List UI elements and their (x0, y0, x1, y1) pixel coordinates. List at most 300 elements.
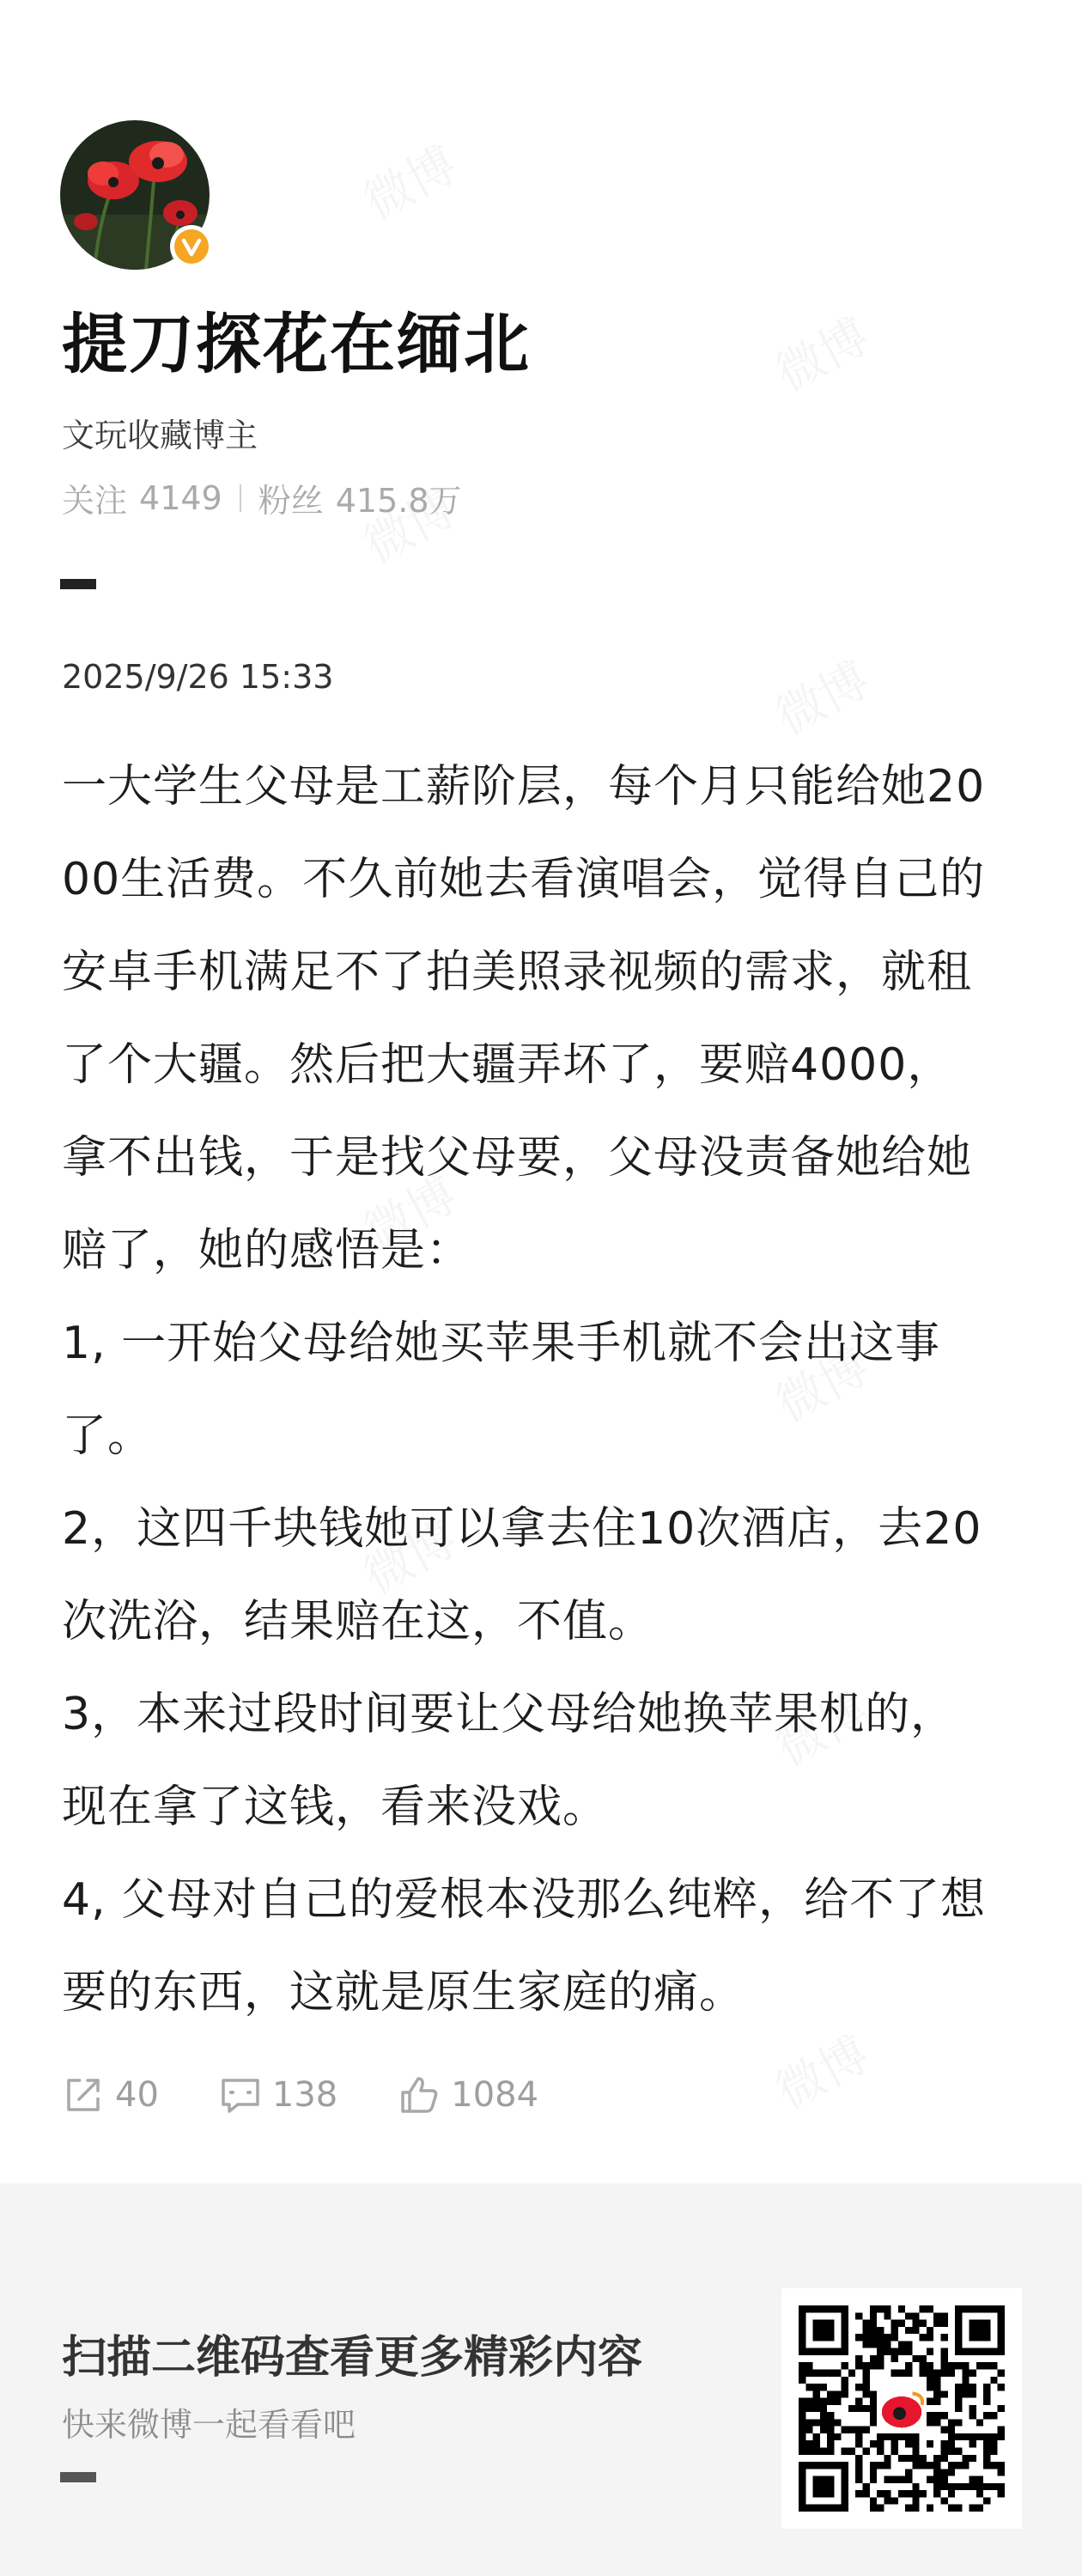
qr-module (884, 2462, 891, 2469)
qr-module (955, 2362, 962, 2369)
qr-module (983, 2398, 990, 2405)
qr-module (891, 2320, 898, 2327)
qr-module (799, 2412, 805, 2419)
qr-module (998, 2469, 1005, 2476)
qr-module (920, 2462, 927, 2469)
qr-module (983, 2497, 990, 2504)
qr-module (834, 2419, 841, 2426)
qr-module (870, 2398, 877, 2405)
qr-module (933, 2419, 940, 2426)
profile-bio: 文玩收藏博主 (62, 417, 258, 454)
qr-module (870, 2419, 877, 2426)
qr-module (933, 2320, 940, 2327)
qr-module (827, 2427, 834, 2433)
qr-module (920, 2490, 927, 2497)
qr-module (948, 2462, 955, 2469)
qr-module (905, 2440, 912, 2447)
qr-module (970, 2412, 976, 2419)
qr-module (884, 2490, 891, 2497)
qr-module (998, 2433, 1005, 2440)
qr-module (970, 2384, 976, 2390)
qr-module (962, 2384, 969, 2390)
qr-module (870, 2505, 877, 2512)
qr-module (970, 2476, 976, 2483)
qr-module (855, 2490, 862, 2497)
qr-module (855, 2334, 862, 2341)
qr-module (927, 2334, 933, 2341)
qr-module (948, 2427, 955, 2433)
watermark (763, 299, 879, 405)
qr-module (891, 2440, 898, 2447)
qr-module (820, 2369, 827, 2376)
qr-module (920, 2455, 927, 2462)
qr-module (970, 2455, 976, 2462)
qr-module (983, 2455, 990, 2462)
section-divider (60, 579, 96, 589)
qr-module (962, 2462, 969, 2469)
qr-module (877, 2440, 884, 2447)
post-paragraph: 1, 一开始父母给她买苹果手机就不会出这事了。 (62, 1318, 941, 1462)
qr-module (862, 2405, 869, 2412)
qr-module (933, 2312, 940, 2319)
qr-module (955, 2384, 962, 2390)
qr-module (898, 2455, 905, 2462)
qr-module (870, 2355, 877, 2362)
qr-module (820, 2412, 827, 2419)
qr-module (905, 2312, 912, 2319)
qr-module (877, 2355, 884, 2362)
qr-module (912, 2355, 919, 2362)
qr-module (933, 2469, 940, 2476)
qr-module (877, 2505, 884, 2512)
post-date: 2025/9/26 15:33 (62, 658, 334, 696)
qr-module (920, 2369, 927, 2376)
qr-module (990, 2440, 997, 2447)
qr-module (948, 2433, 955, 2440)
qr-module (990, 2448, 997, 2455)
qr-module (962, 2390, 969, 2397)
qr-module (877, 2462, 884, 2469)
qr-module (820, 2405, 827, 2412)
qr-module (813, 2369, 820, 2376)
qr-module (927, 2440, 933, 2447)
qr-module (805, 2398, 812, 2405)
qr-module (877, 2341, 884, 2348)
qr-module (912, 2462, 919, 2469)
qr-module (998, 2384, 1005, 2390)
qr-module (884, 2497, 891, 2504)
qr-module (941, 2355, 948, 2362)
watermark (763, 642, 879, 748)
qr-module (983, 2433, 990, 2440)
qr-module (905, 2469, 912, 2476)
qr-module (891, 2348, 898, 2355)
qr-module (799, 2427, 805, 2433)
qr-module (962, 2433, 969, 2440)
qr-module (912, 2433, 919, 2440)
qr-module (941, 2483, 948, 2490)
qr-module (955, 2390, 962, 2397)
qr-module (955, 2433, 962, 2440)
qr-module (870, 2362, 877, 2369)
qr-module (948, 2440, 955, 2447)
qr-module (799, 2419, 805, 2426)
qr-module (834, 2398, 841, 2405)
qr-module (827, 2390, 834, 2397)
qr-module (870, 2341, 877, 2348)
qr-module (855, 2355, 862, 2362)
qr-module (970, 2505, 976, 2512)
qr-module (813, 2384, 820, 2390)
qr-module (842, 2377, 848, 2384)
qr-module (955, 2448, 962, 2455)
qr-module (813, 2476, 835, 2498)
qr-module (933, 2455, 940, 2462)
qr-module (870, 2497, 877, 2504)
qr-module (820, 2427, 827, 2433)
verified-badge (170, 225, 213, 268)
qr-module (948, 2505, 955, 2512)
qr-module (805, 2384, 812, 2390)
qr-module (805, 2440, 812, 2447)
qr-module (842, 2362, 848, 2369)
qr-module (842, 2448, 848, 2455)
qr-module (799, 2433, 805, 2440)
qr-module (905, 2433, 912, 2440)
qr-module (912, 2320, 919, 2327)
qr-module (820, 2384, 827, 2390)
qr-module (970, 2405, 976, 2412)
share-footer (0, 2183, 1082, 2576)
qr-module (877, 2433, 884, 2440)
qr-module (862, 2362, 869, 2369)
qr-module (877, 2362, 884, 2369)
qr-module (827, 2433, 834, 2440)
qr-module (976, 2483, 983, 2490)
following-label: 关注 (62, 482, 128, 520)
qr-module (870, 2469, 877, 2476)
qr-module (834, 2390, 841, 2397)
qr-module (898, 2348, 905, 2355)
qr-module (884, 2305, 891, 2312)
qr-module (905, 2362, 912, 2369)
qr-module (912, 2490, 919, 2497)
qr-module (983, 2440, 990, 2447)
qr-module (941, 2312, 948, 2319)
qr-module (884, 2341, 891, 2348)
qr-module (827, 2398, 834, 2405)
post-content (62, 740, 989, 2039)
qr-module (905, 2490, 912, 2497)
qr-module (976, 2433, 983, 2440)
weibo-logo-eye (893, 2407, 906, 2420)
qr-module (898, 2369, 905, 2376)
qr-module (898, 2341, 905, 2348)
qr-module (976, 2419, 983, 2426)
qr-module (955, 2505, 962, 2512)
qr-module (933, 2476, 940, 2483)
qr-module (998, 2427, 1005, 2433)
qr-module (870, 2440, 877, 2447)
qr-module (941, 2412, 948, 2419)
qr-module (799, 2362, 805, 2369)
qr-module (877, 2327, 884, 2334)
qr-module (970, 2369, 976, 2376)
qr-module (948, 2448, 955, 2455)
qr-module (842, 2384, 848, 2390)
qr-module (948, 2369, 955, 2376)
qr-module (905, 2341, 912, 2348)
qr-module (976, 2490, 983, 2497)
qr-module (905, 2505, 912, 2512)
qr-module (891, 2369, 898, 2376)
qr-module (877, 2448, 884, 2455)
profile-stats (62, 474, 462, 521)
qr-module (983, 2362, 990, 2369)
qr-module (970, 2440, 976, 2447)
qr-module (983, 2384, 990, 2390)
qr-module (805, 2448, 812, 2455)
qr-module (884, 2334, 891, 2341)
qr-module (842, 2427, 848, 2433)
qr-module (927, 2419, 933, 2426)
qr-module (848, 2427, 855, 2433)
qr-module (912, 2448, 919, 2455)
repost-count: 40 (115, 2075, 159, 2115)
qr-module (941, 2362, 948, 2369)
comment-button[interactable] (219, 2074, 337, 2116)
qr-module (877, 2348, 884, 2355)
qr-module (862, 2427, 869, 2433)
qr-module (855, 2312, 862, 2319)
qr-module (990, 2377, 997, 2384)
qr-module (898, 2320, 905, 2327)
qr-module (848, 2369, 855, 2376)
qr-module (976, 2476, 983, 2483)
qr-module (948, 2483, 955, 2490)
footer-divider (60, 2472, 96, 2482)
qr-module (962, 2369, 969, 2376)
qr-module (805, 2362, 812, 2369)
qr-module (855, 2476, 862, 2483)
qr-module (941, 2334, 948, 2341)
qr-module (955, 2462, 962, 2469)
qr-module (948, 2362, 955, 2369)
qr-module (862, 2341, 869, 2348)
qr-module (855, 2384, 862, 2390)
qr-module (983, 2412, 990, 2419)
qr-module (927, 2398, 933, 2405)
qr-module (941, 2390, 948, 2397)
qr-module (927, 2476, 933, 2483)
qr-module (898, 2490, 905, 2497)
qr-module (941, 2469, 948, 2476)
qr-module (862, 2327, 869, 2334)
avatar[interactable] (60, 120, 210, 270)
post-actions (62, 2074, 599, 2116)
qr-module (891, 2448, 898, 2455)
qr-module (799, 2448, 805, 2455)
qr-module (990, 2362, 997, 2369)
qr-module (927, 2377, 933, 2384)
qr-module (855, 2405, 862, 2412)
qr-module (983, 2462, 990, 2469)
qr-module (870, 2476, 877, 2483)
qr-module (805, 2427, 812, 2433)
like-button[interactable] (398, 2074, 538, 2116)
qr-module (827, 2369, 834, 2376)
qr-module (898, 2476, 905, 2483)
qr-module (955, 2483, 962, 2490)
qr-module (891, 2334, 898, 2341)
qr-module (962, 2455, 969, 2462)
qr-module (990, 2412, 997, 2419)
qr-module (983, 2483, 990, 2490)
qr-module (820, 2448, 827, 2455)
qr-module (813, 2419, 820, 2426)
repost-icon (62, 2074, 105, 2116)
qr-module (927, 2327, 933, 2334)
qr-module (941, 2427, 948, 2433)
qr-module (983, 2390, 990, 2397)
qr-module (862, 2377, 869, 2384)
qr-code-icon (799, 2305, 1005, 2512)
followers-count[interactable]: 415.8万 (335, 482, 462, 520)
qr-module (862, 2334, 869, 2341)
qr-module (912, 2327, 919, 2334)
profile-name[interactable]: 提刀探花在缅北 (62, 306, 531, 382)
qr-module (855, 2455, 862, 2462)
qr-module (813, 2390, 820, 2397)
footer-title: 扫描二维码查看更多精彩内容 (62, 2332, 643, 2384)
qr-module (877, 2490, 884, 2497)
qr-module (970, 2320, 991, 2342)
post-paragraph: 2，这四千块钱她可以拿去住10次酒店，去20次洗浴，结果赔在这，不值。 (62, 1503, 982, 1647)
qr-module (905, 2348, 912, 2355)
qr-module (870, 2390, 877, 2397)
qr-module (933, 2462, 940, 2469)
qr-module (998, 2490, 1005, 2497)
qr-module (998, 2483, 1005, 2490)
qr-module (820, 2398, 827, 2405)
qr-module (805, 2405, 812, 2412)
qr-module (813, 2440, 820, 2447)
qr-module (955, 2419, 962, 2426)
qr-module (799, 2440, 805, 2447)
qr-module (912, 2483, 919, 2490)
qr-module (920, 2362, 927, 2369)
qr-module (799, 2369, 805, 2376)
qr-module (855, 2440, 862, 2447)
qr-module (848, 2405, 855, 2412)
qr-module (941, 2497, 948, 2504)
qr-module (970, 2390, 976, 2397)
qr-module (884, 2433, 891, 2440)
qr-module (862, 2320, 869, 2327)
qr-module (848, 2448, 855, 2455)
qr-module (834, 2433, 841, 2440)
qr-module (905, 2327, 912, 2334)
qr-module (870, 2327, 877, 2334)
qr-module (891, 2355, 898, 2362)
qr-module (927, 2505, 933, 2512)
qr-module (927, 2305, 933, 2312)
qr-module (933, 2377, 940, 2384)
qr-module (870, 2334, 877, 2341)
qr-module (813, 2320, 835, 2342)
qr-module (870, 2412, 877, 2419)
qr-module (813, 2448, 820, 2455)
comment-count: 138 (271, 2075, 338, 2115)
qr-module (941, 2455, 948, 2462)
qr-module (834, 2369, 841, 2376)
qr-module (941, 2476, 948, 2483)
qr-module (855, 2398, 862, 2405)
qr-module (855, 2433, 862, 2440)
qr-module (933, 2412, 940, 2419)
footer-subtitle: 快来微博一起看看吧 (62, 2406, 356, 2444)
qr-module (955, 2405, 962, 2412)
qr-module (891, 2327, 898, 2334)
qr-module (827, 2412, 834, 2419)
qr-module (898, 2305, 905, 2312)
qr-module (933, 2384, 940, 2390)
qr-module (855, 2427, 862, 2433)
qr-module (813, 2405, 820, 2412)
qr-module (862, 2490, 869, 2497)
qr-code[interactable] (781, 2288, 1022, 2529)
qr-module (983, 2448, 990, 2455)
repost-button[interactable] (62, 2074, 159, 2116)
qr-module (827, 2448, 834, 2455)
qr-module (976, 2505, 983, 2512)
qr-module (941, 2348, 948, 2355)
stats-divider (240, 484, 241, 512)
qr-module (912, 2312, 919, 2319)
qr-module (862, 2448, 869, 2455)
qr-module (941, 2369, 948, 2376)
qr-module (912, 2497, 919, 2504)
qr-module (912, 2455, 919, 2462)
qr-module (884, 2348, 891, 2355)
qr-module (827, 2419, 834, 2426)
qr-module (962, 2483, 969, 2490)
qr-module (862, 2390, 869, 2397)
qr-module (805, 2419, 812, 2426)
qr-module (820, 2419, 827, 2426)
qr-module (998, 2462, 1005, 2469)
post-paragraph: 3，本来过段时间要让父母给她换苹果机的，现在拿了这钱，看来没戏。 (62, 1689, 957, 1833)
qr-module (877, 2305, 884, 2312)
qr-module (933, 2490, 940, 2497)
qr-module (962, 2362, 969, 2369)
qr-module (962, 2377, 969, 2384)
qr-module (920, 2334, 927, 2341)
followers-label: 粉丝 (258, 482, 324, 520)
qr-module (941, 2440, 948, 2447)
qr-module (898, 2433, 905, 2440)
qr-module (990, 2483, 997, 2490)
qr-module (998, 2369, 1005, 2376)
comment-icon (219, 2074, 262, 2116)
qr-module (941, 2448, 948, 2455)
following-count[interactable]: 4149 (139, 478, 222, 517)
qr-module (884, 2476, 891, 2483)
post-paragraph: 4, 父母对自己的爱根本没那么纯粹，给不了想要的东西，这就是原生家庭的痛。 (62, 1874, 987, 2019)
qr-module (842, 2390, 848, 2397)
qr-module (955, 2398, 962, 2405)
qr-module (891, 2476, 898, 2483)
